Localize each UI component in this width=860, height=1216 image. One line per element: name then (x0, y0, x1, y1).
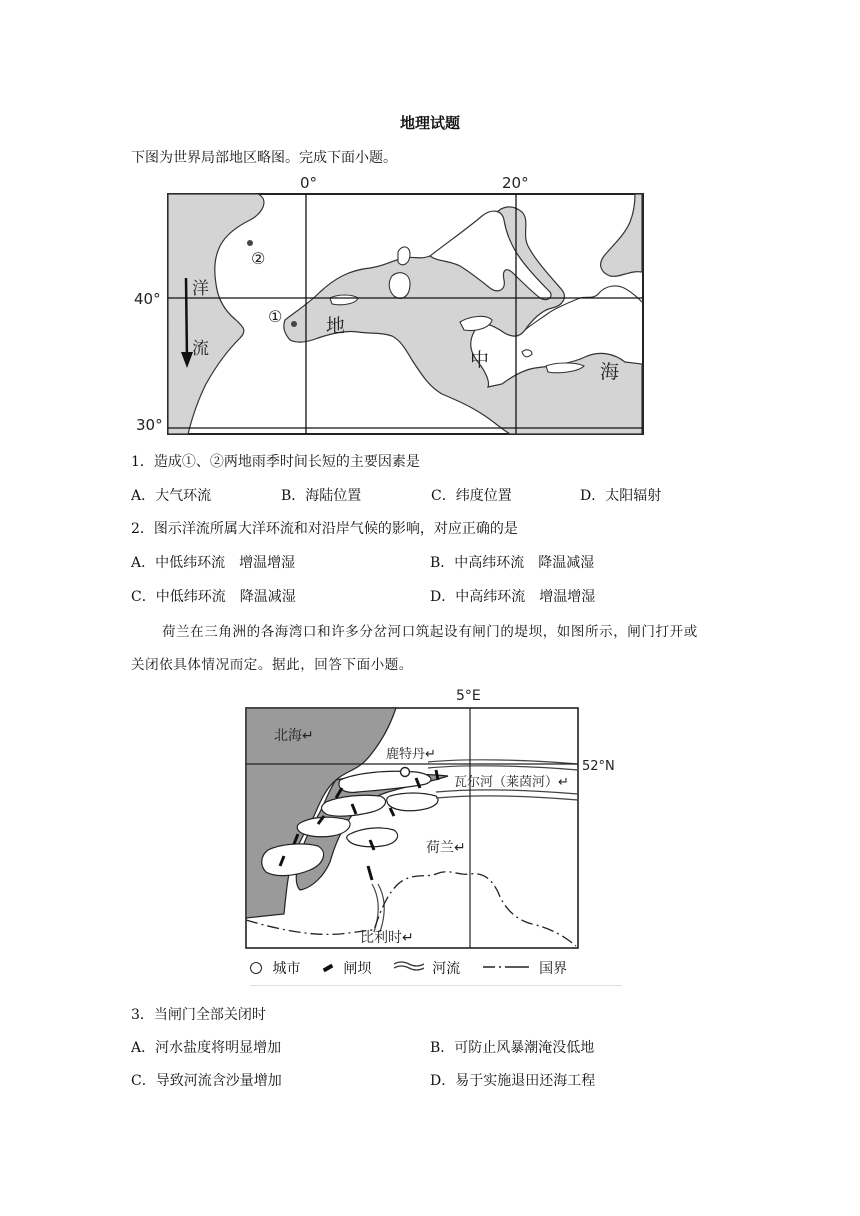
sardinia (389, 273, 410, 299)
label-liu: 流 (192, 339, 209, 359)
label-hai: 海 (600, 361, 620, 383)
rotterdam-city-icon (401, 768, 410, 777)
label-di: 地 (326, 315, 346, 337)
q2-option-a[interactable]: A．中低纬环流 增温增湿 (131, 555, 296, 571)
q1-stem: 1．造成①、②两地雨季时间长短的主要因素是 (131, 454, 420, 470)
q2-stem: 2．图示洋流所属大洋环流和对沿岸气候的影响，对应正确的是 (131, 521, 518, 537)
legend-border: 国界 (539, 961, 568, 977)
label-waal: 瓦尔河（莱茵河）↵ (454, 775, 569, 790)
q1-option-c[interactable]: C．纬度位置 (431, 488, 512, 504)
city-legend-icon (250, 962, 262, 974)
lat-label-52n: 52°N (582, 759, 615, 774)
q3-option-d[interactable]: D．易于实施退田还海工程 (430, 1073, 596, 1089)
intro-text-1: 下图为世界局部地区略图。完成下面小题。 (131, 150, 397, 166)
river-legend-icon (394, 960, 424, 976)
q2-option-d[interactable]: D．中高纬环流 增温增湿 (430, 589, 596, 605)
q1-option-b[interactable]: B．海陆位置 (281, 488, 362, 504)
label-zhong: 中 (470, 349, 490, 371)
legend-dam: 闸坝 (343, 961, 372, 977)
island-small (522, 350, 532, 357)
mediterranean-map (130, 172, 650, 442)
lat-label-30: 30° (136, 416, 163, 434)
lon-label-0: 0° (300, 174, 318, 192)
point-1-dot (291, 321, 297, 327)
legend-divider (250, 985, 622, 986)
corsica (398, 247, 410, 265)
q3-stem: 3．当闸门全部关闭时 (131, 1007, 266, 1023)
lon-label-20: 20° (502, 174, 529, 192)
delta-island-3 (297, 817, 350, 837)
legend-city: 城市 (272, 961, 301, 977)
q3-option-c[interactable]: C．导致河流含沙量增加 (131, 1073, 282, 1089)
intro-text-2-line2: 关闭依具体情况而定。据此，回答下面小题。 (131, 657, 413, 673)
legend-river: 河流 (432, 961, 461, 977)
label-belgium: 比利时↵ (360, 930, 414, 946)
border-legend-icon (483, 960, 529, 976)
ocean-current-arrow (186, 278, 187, 360)
label-rotterdam: 鹿特丹↵ (386, 747, 436, 762)
q1-option-a[interactable]: A．大气环流 (131, 488, 212, 504)
delta-island-5 (387, 793, 438, 811)
label-yang: 洋 (192, 279, 209, 299)
intro-text-2-line1: 荷兰在三角洲的各海湾口和许多分岔河口筑起设有闸门的堤坝，如图所示，闸门打开或 (162, 624, 698, 640)
dam-legend-icon (323, 964, 334, 972)
point-2-dot (247, 240, 253, 246)
label-north-sea: 北海↵ (274, 728, 314, 744)
q1-option-d[interactable]: D．太阳辐射 (580, 488, 662, 504)
q2-option-b[interactable]: B．中高纬环流 降温减湿 (430, 555, 595, 571)
lat-label-40: 40° (134, 290, 161, 308)
q2-option-c[interactable]: C．中低纬环流 降温减湿 (131, 589, 296, 605)
map2-legend (250, 958, 620, 984)
point-1-label: ① (268, 307, 283, 326)
netherlands-delta-map (240, 684, 630, 956)
q3-option-a[interactable]: A．河水盐度将明显增加 (131, 1040, 282, 1056)
page-title: 地理试题 (399, 114, 460, 132)
label-netherlands: 荷兰↵ (426, 840, 466, 856)
lon-label-5e: 5°E (456, 688, 481, 704)
point-2-label: ② (251, 249, 266, 268)
q3-option-b[interactable]: B．可防止风暴潮淹没低地 (430, 1040, 595, 1056)
